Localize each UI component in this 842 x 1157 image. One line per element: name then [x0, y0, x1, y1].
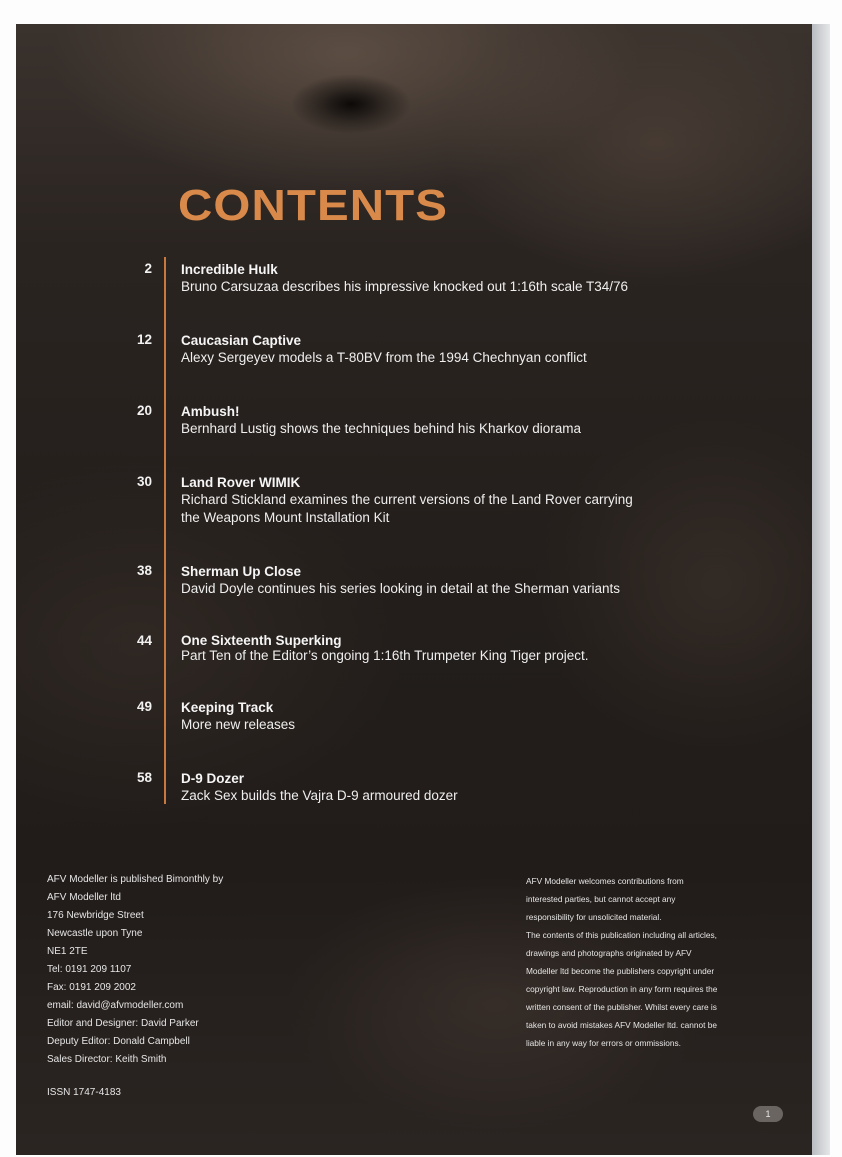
- disclaimer-line: AFV Modeller welcomes contributions from: [526, 876, 684, 886]
- magazine-page: [16, 24, 812, 1155]
- publisher-info-line: Fax: 0191 209 2002: [47, 982, 136, 993]
- disclaimer-line: The contents of this publication including all articles,: [526, 930, 717, 940]
- toc-text: [181, 699, 741, 734]
- toc-description: Bruno Carsuzaa describes his impressive knocked out 1:16th scale T34/76: [181, 279, 628, 294]
- toc-page-number: 58: [136, 770, 152, 785]
- toc-page-number: 38: [136, 563, 152, 578]
- issn: ISSN 1747-4183: [47, 1087, 121, 1098]
- disclaimer-line: Modeller ltd become the publishers copyright under: [526, 966, 715, 976]
- publisher-info: [47, 871, 347, 1069]
- disclaimer-line: copyright law. Reproduction in any form requires the: [526, 984, 718, 994]
- page-edge-shadow: [812, 24, 830, 1155]
- publisher-info-line: AFV Modeller is published Bimonthly by: [47, 874, 224, 885]
- toc-description: Richard Stickland examines the current versions of the Land Rover carrying: [181, 492, 633, 507]
- toc-text: [181, 474, 741, 527]
- page-title: CONTENTS: [178, 181, 448, 230]
- toc-description: Bernhard Lustig shows the techniques behind his Kharkov diorama: [181, 421, 581, 436]
- toc-title: D-9 Dozer: [181, 771, 245, 786]
- toc-title: Caucasian Captive: [181, 333, 302, 348]
- publisher-info-line: Tel: 0191 209 1107: [47, 964, 132, 975]
- disclaimer-line: interested parties, but cannot accept any: [526, 894, 676, 904]
- publisher-info-line: 176 Newbridge Street: [47, 910, 144, 921]
- toc-description: More new releases: [181, 717, 296, 732]
- toc-title: Sherman Up Close: [181, 564, 302, 579]
- toc-description: Part Ten of the Editor’s ongoing 1:16th Trumpeter King Tiger project.: [181, 648, 589, 663]
- toc-page-number: 49: [136, 699, 152, 714]
- toc-text: [181, 563, 741, 598]
- toc-description-continued: the Weapons Mount Installation Kit: [181, 510, 390, 525]
- toc-title: One Sixteenth Superking: [181, 633, 342, 648]
- toc-title: Ambush!: [181, 404, 240, 419]
- toc-description: Zack Sex builds the Vajra D-9 armoured dozer: [181, 788, 458, 803]
- publisher-info-line: Deputy Editor: Donald Campbell: [47, 1036, 190, 1047]
- toc-description: David Doyle continues his series looking in detail at the Sherman variants: [181, 581, 620, 596]
- toc-page-number: 12: [136, 332, 152, 347]
- publisher-info-line: Sales Director: Keith Smith: [47, 1054, 167, 1065]
- disclaimer-line: taken to avoid mistakes AFV Modeller ltd. cannot be: [526, 1020, 717, 1030]
- toc-text: [181, 332, 741, 367]
- publisher-info-line: AFV Modeller ltd: [47, 892, 121, 903]
- publisher-info-line: NE1 2TE: [47, 946, 88, 957]
- disclaimer-line: written consent of the publisher. Whilst every care is: [526, 1002, 717, 1012]
- toc-title: Land Rover WIMIK: [181, 475, 301, 490]
- toc-divider-line: [164, 257, 166, 804]
- disclaimer-line: drawings and photographs originated by AFV: [526, 948, 692, 958]
- toc-page-number: 20: [136, 403, 152, 418]
- publisher-info-line: Newcastle upon Tyne: [47, 928, 143, 939]
- toc-description: Alexy Sergeyev models a T-80BV from the 1994 Chechnyan conflict: [181, 350, 587, 365]
- toc-page-number: 44: [136, 633, 152, 648]
- disclaimer-line: liable in any way for errors or ommissions.: [526, 1038, 681, 1048]
- disclaimer: [526, 872, 761, 1052]
- publisher-info-line: Editor and Designer: David Parker: [47, 1018, 199, 1029]
- toc-title: Incredible Hulk: [181, 262, 278, 277]
- page-number-badge: 1: [753, 1106, 783, 1122]
- toc-page-number: 30: [136, 474, 152, 489]
- toc-text: [181, 633, 741, 664]
- toc-text: [181, 770, 741, 805]
- toc-text: [181, 403, 741, 438]
- toc-title: Keeping Track: [181, 700, 274, 715]
- publisher-email: email: david@afvmodeller.com: [47, 1000, 184, 1011]
- toc-page-number: 2: [144, 261, 152, 276]
- disclaimer-line: responsibility for unsolicited material.: [526, 912, 662, 922]
- toc-text: [181, 261, 741, 296]
